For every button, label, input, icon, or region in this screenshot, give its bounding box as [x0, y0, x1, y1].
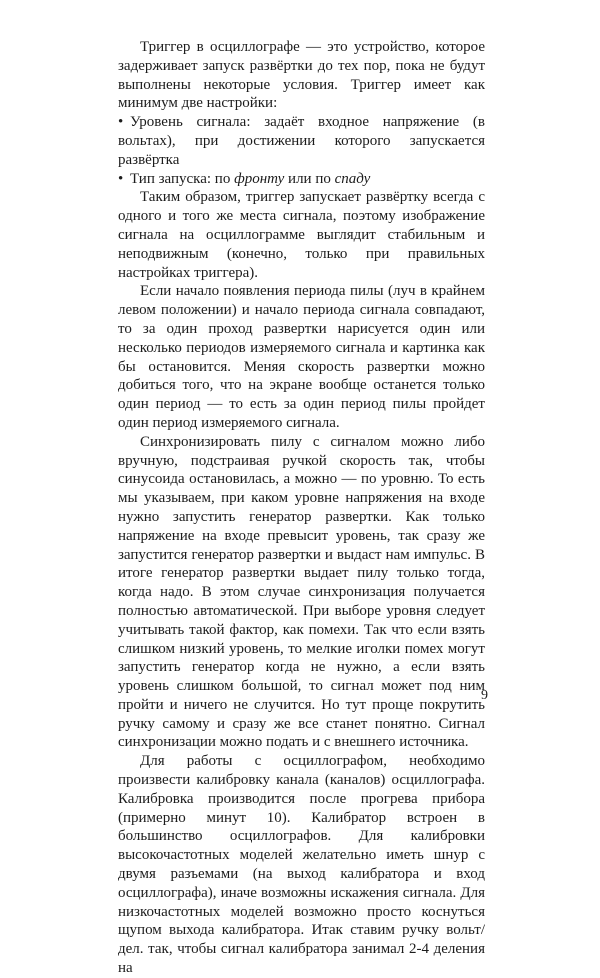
bullet-item-signal-level — [118, 113, 485, 169]
paragraph-stable-image: Таким образом, триггер запускает развёртку всегда с одного и того же места сигнала, поэтому изображение сигнала на осциллограмме выглядит стабильным и неподвижным (конечно, только при правильных настройках триггера). — [118, 189, 485, 281]
emphasis-falling-edge: спаду — [334, 170, 371, 187]
paragraph-calibration: Для работы с осциллографом, необходимо произвести калибровку канала (каналов) осциллографа. Калибровка производится после прогрева прибора (примерно минут 10). Калибратор встроен в большинство осциллографов. Для калибровки высокочастотных моделей желательно иметь шнур с двумя разъемами (на выход калибратора и вход осциллографа), иначе возможны искажения сигнала. Для низкочастотных моделей возможно просто коснуться щупом выхода калибратора. Итак ставим ручку вольт/дел. так, чтобы сигнал калибратора занимал 2-4 деления на — [118, 753, 485, 977]
bullet-item-trigger-type — [118, 170, 485, 189]
page-number: 9 — [481, 688, 488, 703]
paragraph-sweep-period: Если начало появления периода пилы (луч в крайнем левом положении) и начало периода сигнала совпадают, то за один проход развертки нарисуется один или несколько периодов измеряемого сигнала и картинка как бы остановится. Меняя скорость развертки можно добиться того, что на экране вообще останется только один период — то есть за один период пилы пройдет один период измеряемого сигнала. — [118, 283, 485, 431]
bullet-text-signal-level: Уровень сигнала: задаёт входное напряжение (в вольтах), при достижении которого запускается развёртка — [118, 114, 485, 168]
bullet-text-trigger-type-prefix: Тип запуска: по — [130, 170, 235, 187]
body-text — [118, 38, 485, 978]
paragraph-trigger-definition: Триггер в осциллографе — это устройство, которое задерживает запуск развёртки до тех пор, пока не будут выполнены некоторые условия. Триггер имеет как минимум две настройки: — [118, 39, 485, 112]
bullet-marker: • — [118, 114, 124, 131]
paragraph-synchronization: Синхронизировать пилу с сигналом можно либо вручную, подстраивая ручкой скорость так, чтобы синусоида остановилась, а можно — по уровню. То есть мы указываем, при каком уровне напряжения на входе нужно запустить генератор развертки. Как только напряжение на входе превысит уровень, так сразу же запустится генератор развертки и выдаст нам импульс. В итоге генератор развертки выдает пилу только тогда, когда надо. В этом случае синхронизация получается полностью автоматической. При выборе уровня следует учитывать такой фактор, как помехи. Так что если взять слишком низкий уровень, то мелкие иголки помех могут запустить генератор когда не нужно, а если взять уровень слишком большой, то сигнал может под ним пройти и ничего не случится. Но тут проще покрутить ручку самому и сразу же все станет понятно. Сигнал синхронизации можно подать и с внешнего источника. — [118, 433, 485, 751]
emphasis-rising-edge: фронту — [234, 170, 285, 187]
bullet-text-trigger-type-mid: или по — [284, 170, 335, 187]
bullet-marker: • — [118, 170, 124, 187]
